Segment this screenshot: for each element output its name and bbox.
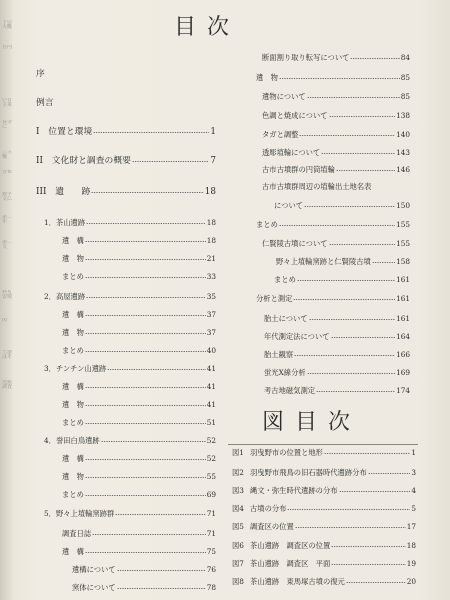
entry-page-number: 51	[206, 418, 216, 427]
toc-entry	[62, 327, 216, 339]
leader-dots	[316, 391, 395, 392]
figure-page-number: 5	[411, 504, 416, 513]
toc-entry	[62, 489, 216, 501]
entry-label: 野々上埴輪窯跡と仁賢陵古墳	[276, 257, 371, 266]
figure-number: 図6	[232, 541, 244, 550]
figure-label: 茶山遺跡 調査区 平面	[250, 559, 331, 568]
entry-label: 遺 構	[62, 547, 84, 556]
figure-number: 図8	[232, 577, 244, 586]
entry-page-number: 40	[206, 346, 216, 355]
entry-label: 1．茶山遺跡	[44, 218, 86, 227]
entry-label: まとめ	[62, 418, 84, 427]
entry-page-number: 84	[400, 53, 410, 62]
entry-label: 分析と測定	[256, 294, 293, 303]
toc-entry	[264, 385, 410, 397]
entry-page-number: 161	[396, 275, 410, 284]
entry-label: 5．野々上埴輪窯跡群	[44, 509, 115, 518]
entry-label: 遺 物	[62, 400, 84, 409]
entry-page-number: 71	[206, 509, 216, 518]
entry-label: 胎土観察	[264, 350, 294, 359]
toc-entry	[262, 147, 410, 159]
leader-dots	[279, 225, 395, 226]
toc-entry	[44, 435, 216, 447]
leader-dots	[336, 170, 395, 171]
figure-page-number: 20	[406, 577, 416, 586]
leader-dots	[85, 552, 206, 553]
bleed-fragment: 図	[2, 318, 8, 323]
entry-page-number: 161	[396, 314, 410, 323]
toc-title: 目 次	[174, 15, 231, 40]
leader-dots	[117, 570, 206, 571]
entry-page-number: 52	[206, 454, 216, 463]
figure-page-number: 3	[411, 468, 416, 477]
bleed-fragment: 宮内	[2, 45, 13, 50]
bleed-fragment: 料も安城	[2, 290, 13, 300]
toc-entry	[62, 271, 216, 283]
leader-dots	[115, 514, 205, 515]
entry-page-number: 174	[396, 386, 410, 395]
leader-dots	[85, 315, 206, 316]
toc-entry	[62, 399, 216, 411]
entry-page-number: 138	[396, 111, 410, 120]
entry-page-number: 41	[206, 382, 216, 391]
toc-entry	[62, 453, 216, 465]
leader-dots	[331, 337, 396, 338]
entry-label: 断面割り取り転写について	[262, 53, 350, 62]
entry-label: 3．チンチン山遺跡	[44, 364, 107, 373]
entry-label: I 位置と環境	[36, 127, 93, 137]
entry-label: 遺物について	[262, 92, 306, 101]
entry-label: 遺 物	[62, 472, 84, 481]
entry-label: 2．高屋遺跡	[44, 292, 86, 301]
entry-page-number: 161	[396, 294, 410, 303]
entry-label: III 遺 跡	[36, 187, 91, 197]
toc-entry	[62, 471, 216, 483]
bleed-fragment: 数字文に	[2, 192, 13, 202]
figure-entry	[232, 558, 416, 570]
entry-label: 遺 物	[62, 328, 84, 337]
entry-label: 遺 物	[256, 73, 278, 82]
figure-list-rule	[228, 444, 418, 445]
entry-page-number: 78	[206, 583, 216, 592]
entry-page-number: 85	[400, 92, 410, 101]
leader-dots	[85, 423, 206, 424]
entry-page-number: 69	[206, 490, 216, 499]
entry-label: タガと調整	[262, 130, 299, 139]
figure-page-number: 18	[406, 541, 416, 550]
bleed-fragment: い日主来	[2, 98, 13, 108]
leader-dots	[350, 58, 399, 59]
toc-entry	[62, 309, 216, 321]
toc-entry	[62, 235, 216, 247]
entry-page-number: 71	[206, 529, 216, 538]
toc-entry	[276, 256, 410, 268]
figure-entry	[232, 521, 416, 533]
entry-page-number: 166	[396, 350, 410, 359]
leader-dots	[299, 135, 395, 136]
entry-page-number: 41	[206, 364, 216, 373]
entry-label: まとめ	[62, 346, 84, 355]
leader-dots	[294, 355, 395, 356]
leader-dots	[92, 534, 206, 535]
entry-label: 古市古墳群周辺の埴輪出土地名表	[262, 182, 372, 191]
entry-label: 遺 構	[62, 310, 84, 319]
toc-entry	[36, 126, 216, 138]
leader-dots	[307, 373, 395, 374]
toc-entry	[274, 200, 410, 212]
entry-page-number: 37	[206, 310, 216, 319]
toc-entry	[62, 417, 216, 429]
entry-page-number: 37	[206, 328, 216, 337]
toc-entry	[44, 291, 216, 303]
leader-dots	[86, 223, 206, 224]
entry-label: 例言	[36, 98, 54, 108]
leader-dots	[85, 459, 206, 460]
figure-label: 羽曳野市飛鳥の旧石器時代遺跡分布	[250, 468, 367, 477]
leader-dots	[297, 280, 395, 281]
figure-entry	[232, 540, 416, 552]
bleed-fragment: 長寺に	[2, 120, 13, 130]
leader-dots	[309, 319, 395, 320]
toc-entry	[62, 546, 216, 558]
toc-entry	[262, 164, 410, 176]
figure-label: 古墳の分布	[250, 504, 287, 513]
toc-entry	[262, 129, 410, 141]
bleed-fragment: 第二年	[2, 215, 13, 225]
toc-entry	[262, 110, 410, 122]
leader-dots	[101, 441, 206, 442]
entry-label: まとめ	[274, 275, 296, 284]
entry-label: まとめ	[256, 220, 278, 229]
figure-entry	[232, 467, 416, 479]
figure-number: 図4	[232, 504, 244, 513]
leader-dots	[85, 333, 206, 334]
toc-entry	[264, 367, 410, 379]
leader-dots	[85, 387, 206, 388]
toc-entry	[256, 72, 410, 84]
entry-label: 遺 構	[62, 382, 84, 391]
leader-dots	[93, 132, 209, 133]
leader-dots	[85, 259, 206, 260]
bleed-fragment: トの大概	[2, 20, 13, 30]
figure-label: 茶山遺跡 調査区の位置	[250, 541, 331, 550]
entry-page-number: 169	[396, 368, 410, 377]
figure-number: 図2	[232, 468, 244, 477]
leader-dots	[321, 153, 395, 154]
figure-page-number: 19	[406, 559, 416, 568]
entry-label: 仁賢陵古墳について	[262, 239, 328, 248]
entry-page-number: 85	[400, 73, 410, 82]
figure-page-number: 1	[411, 448, 416, 457]
entry-label: 古市古墳群の円筒埴輪	[262, 165, 335, 174]
figure-number: 図5	[232, 522, 244, 531]
entry-label: 蛍光X線分析	[264, 368, 306, 377]
leader-dots	[117, 588, 206, 589]
leader-dots	[85, 477, 206, 478]
entry-label: について	[274, 201, 304, 210]
leader-dots	[85, 241, 206, 242]
leader-dots	[295, 527, 406, 528]
entry-page-number: 18	[204, 187, 216, 197]
entry-page-number: 143	[396, 148, 410, 157]
leader-dots	[85, 277, 206, 278]
entry-page-number: 52	[206, 436, 216, 445]
figure-label: 茶山遺跡 東馬塚古墳の復元	[250, 577, 345, 586]
figure-number: 図1	[232, 448, 244, 457]
figure-label: 羽曳野市の位置と地形	[250, 448, 323, 457]
entry-label: 色調と焼成について	[262, 111, 328, 120]
entry-page-number: 155	[396, 220, 410, 229]
toc-entry	[36, 68, 216, 80]
figure-entry	[232, 503, 416, 515]
leader-dots	[279, 78, 400, 79]
leader-dots	[85, 351, 206, 352]
leader-dots	[132, 161, 209, 162]
entry-page-number: 150	[396, 201, 410, 210]
toc-entry	[36, 97, 216, 109]
toc-entry	[262, 181, 410, 193]
toc-entry	[62, 253, 216, 265]
figure-number: 図3	[232, 486, 244, 495]
leader-dots	[304, 206, 395, 207]
figure-list-title: 図 目 次	[262, 410, 352, 435]
bleed-fragment: 発掘調査	[2, 380, 13, 390]
toc-entry	[44, 508, 216, 520]
entry-label: 透彫埴輪について	[262, 148, 321, 157]
toc-entry	[256, 219, 410, 231]
leader-dots	[85, 495, 206, 496]
figure-label: 調査区の位置	[250, 522, 294, 531]
entry-label: 序	[36, 69, 45, 79]
entry-label: 考古地磁気測定	[264, 386, 316, 395]
entry-label: 窯体について	[72, 583, 116, 592]
entry-page-number: 164	[396, 332, 410, 341]
entry-page-number: 55	[206, 472, 216, 481]
entry-page-number: 76	[206, 565, 216, 574]
leader-dots	[368, 473, 411, 474]
leader-dots	[107, 369, 205, 370]
entry-page-number: 18	[206, 218, 216, 227]
entry-label: 年代測定法について	[264, 332, 330, 341]
toc-entry	[36, 186, 216, 198]
bleed-fragment: 土器はそ	[2, 350, 13, 360]
leader-dots	[293, 299, 395, 300]
toc-entry	[44, 217, 216, 229]
entry-page-number: 1	[210, 127, 216, 137]
leader-dots	[287, 509, 410, 510]
entry-label: 調査日誌	[62, 529, 92, 538]
leader-dots	[339, 491, 411, 492]
toc-entry	[62, 528, 216, 540]
toc-entry	[62, 345, 216, 357]
entry-page-number: 75	[206, 547, 216, 556]
bleed-fragment: 分布	[2, 170, 13, 175]
toc-entry	[274, 274, 410, 286]
leader-dots	[307, 97, 400, 98]
entry-page-number: 155	[396, 239, 410, 248]
toc-entry	[44, 363, 216, 375]
figure-page-number: 4	[411, 486, 416, 495]
entry-label: 遺 構	[62, 454, 84, 463]
entry-page-number: 7	[210, 156, 216, 166]
entry-page-number: 35	[206, 292, 216, 301]
entry-label: 遺 物	[62, 254, 84, 263]
figure-page-number: 17	[406, 522, 416, 531]
toc-entry	[262, 52, 410, 64]
entry-page-number: 33	[206, 272, 216, 281]
entry-label: II 文化財と調査の概要	[36, 156, 131, 166]
toc-entry	[36, 155, 216, 167]
toc-entry	[72, 582, 216, 594]
figure-entry	[232, 576, 416, 588]
leader-dots	[331, 564, 405, 565]
bleed-fragment: 三主権	[2, 150, 13, 160]
entry-label: 遺 構	[62, 236, 84, 245]
leader-dots	[372, 262, 395, 263]
leader-dots	[86, 297, 206, 298]
figure-label: 縄文・弥生時代遺跡の分布	[250, 486, 338, 495]
entry-label: まとめ	[62, 490, 84, 499]
toc-entry	[264, 313, 410, 325]
entry-page-number: 140	[396, 130, 410, 139]
figure-entry	[232, 485, 416, 497]
toc-entry	[62, 381, 216, 393]
toc-entry	[264, 349, 410, 361]
entry-page-number: 21	[206, 254, 216, 263]
leader-dots	[91, 192, 203, 193]
entry-label: 4．誉田白鳥遺跡	[44, 436, 100, 445]
leader-dots	[346, 582, 406, 583]
leader-dots	[329, 244, 396, 245]
toc-entry	[72, 564, 216, 576]
entry-page-number: 41	[206, 400, 216, 409]
entry-label: 胎土について	[264, 314, 308, 323]
figure-entry	[232, 447, 416, 459]
entry-page-number: 158	[396, 257, 410, 266]
leader-dots	[85, 405, 206, 406]
toc-entry	[262, 238, 410, 250]
leader-dots	[331, 546, 405, 547]
figure-number: 図7	[232, 559, 244, 568]
toc-entry	[262, 91, 410, 103]
toc-entry	[256, 293, 410, 305]
leader-dots	[329, 116, 396, 117]
bleed-fragment: 第二文	[2, 240, 13, 250]
entry-label: まとめ	[62, 272, 84, 281]
entry-page-number: 146	[396, 165, 410, 174]
leader-dots	[324, 453, 410, 454]
toc-entry	[264, 331, 410, 343]
entry-page-number: 18	[206, 236, 216, 245]
entry-label: 遺構について	[72, 565, 116, 574]
